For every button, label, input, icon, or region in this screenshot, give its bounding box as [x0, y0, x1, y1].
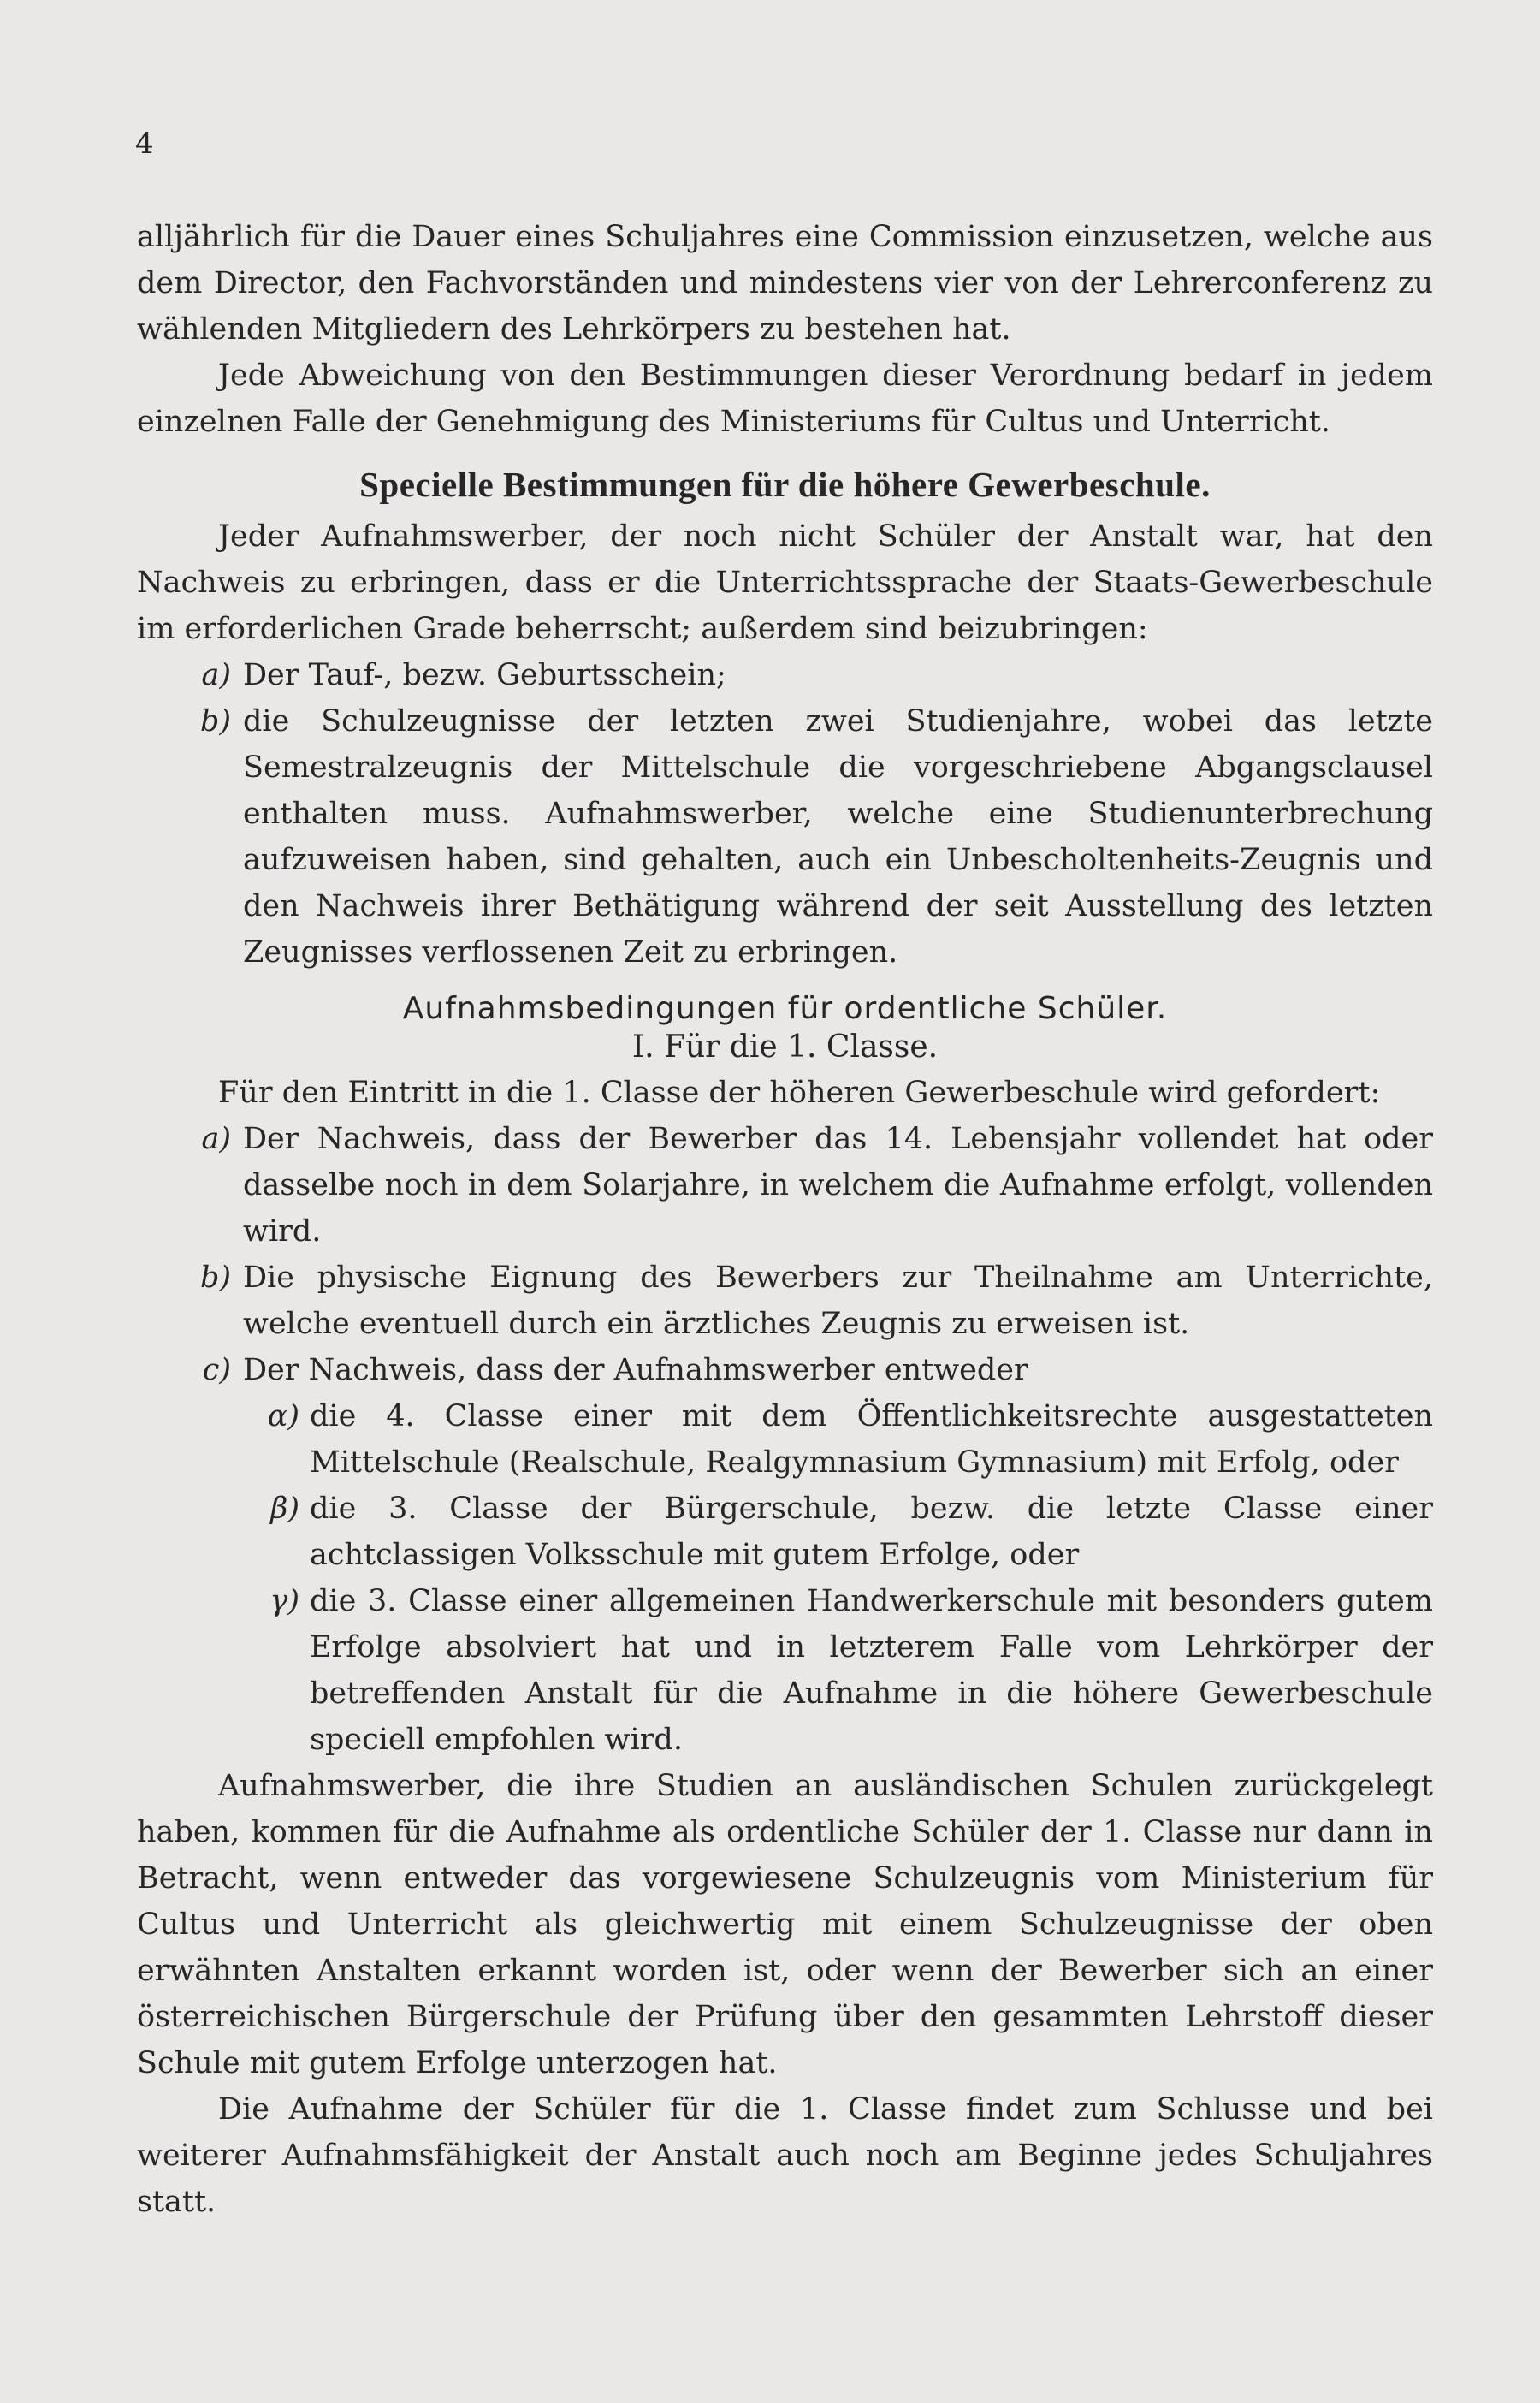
sub-list-item: [257, 1578, 1433, 1763]
list-item-text: die Schulzeugnisse der letzten zwei Studienjahre, wobei das letzte Semestralzeugnis der Mittelschule die vorgeschriebene Abgangsclausel enthalten muss. Aufnahmswerber, welche eine Studienunterbrechung aufzuweisen haben, sind gehalten, auch ein Unbescholtenheits-Zeugnis und den Nachweis ihrer Bethätigung während der seit Ausstellung des letzten Zeugnisses verflossenen Zeit zu erbringen.: [243, 704, 1433, 970]
list-item: [171, 698, 1433, 976]
paragraph-commission: alljährlich für die Dauer eines Schuljahres eine Commission einzusetzen, welche aus dem Director, den Fachvorständen und mindestens vier von der Lehrerconferenz zu wählenden Mitgliedern des Lehrkörpers zu bestehen hat.: [137, 220, 1433, 347]
list-item-label: a): [201, 1122, 231, 1156]
sub-list-item: [257, 1486, 1433, 1578]
sub-list-item-label: α): [267, 1399, 299, 1433]
sub-list-item-label: β): [270, 1492, 299, 1526]
sub-list-item-text: die 3. Classe einer allgemeinen Handwerkerschule mit besonders gutem Erfolge absolviert hat und in letzterem Falle vom Lehrkörper der betreffenden Anstalt für die Aufnahme in die höhere Gewerbeschule speciell empfohlen wird.: [310, 1584, 1433, 1757]
sub-list-item-label: γ): [270, 1584, 299, 1618]
list-item-label: b): [199, 704, 231, 739]
sub-list-item-text: die 3. Classe der Bürgerschule, bezw. die letzte Classe einer achtclassigen Volksschule mit gutem Erfolge, oder: [310, 1492, 1433, 1572]
list-item-text: Der Nachweis, dass der Bewerber das 14. Lebensjahr vollendet hat oder dasselbe noch in dem Solarjahre, in welchem die Aufnahme erfolgt, vollenden wird.: [243, 1122, 1433, 1249]
list-item-text: Die physische Eignung des Bewerbers zur Theilnahme am Unterrichte, welche eventuell durch ein ärztliches Zeugnis zu erweisen ist.: [243, 1261, 1433, 1341]
list-item: [171, 652, 1433, 698]
section-heading: Specielle Bestimmungen für die höhere Gewerbeschule.: [359, 465, 1211, 504]
list-item-text: Der Tauf-, bezw. Geburtsschein;: [243, 658, 726, 692]
subheading-class-one: I. Für die 1. Classe.: [631, 1029, 939, 1065]
list-item-text: Der Nachweis, dass der Aufnahmswerber entweder: [243, 1353, 1028, 1387]
paragraph-foreign-applicants: Aufnahmswerber, die ihre Studien an ausländischen Schulen zurückgelegt haben, kommen für die Aufnahme als ordentliche Schüler der 1. Classe nur dann in Betracht, wenn entweder das vorgewiesene Schulzeugnis vom Ministerium für Cultus und Unterricht als gleichwertig mit einem Schulzeugnisse der oben erwähnten Anstalten erkannt worden ist, oder wenn der Bewerber sich an einer österreichischen Bürgerschule der Prüfung über den gesammten Lehrstoff dieser Schule mit gutem Erfolge unterzogen hat.: [137, 1769, 1433, 2080]
sub-list-item-text: die 4. Classe einer mit dem Öffentlichkeitsrechte ausgestatteten Mittelschule (Realschule, Realgymnasium Gymnasium) mit Erfolg, oder: [310, 1399, 1433, 1480]
subheading-admission: Aufnahmsbedingungen für ordentliche Schüler.: [402, 991, 1168, 1026]
list-item: [171, 1255, 1433, 1347]
paragraph-deviation: Jede Abweichung von den Bestimmungen dieser Verordnung bedarf in jedem einzelnen Falle der Genehmigung des Ministeriums für Cultus und Unterricht.: [137, 359, 1433, 439]
list-item-label: b): [199, 1261, 231, 1295]
paragraph-applicant-intro: Jeder Aufnahmswerber, der noch nicht Schüler der Anstalt war, hat den Nachweis zu erbringen, dass er die Unterrichtssprache der Staats-Gewerbeschule im erforderlichen Grade beherrscht; außerdem sind beizubringen:: [137, 519, 1433, 646]
paragraph-class-intro: Für den Eintritt in die 1. Classe der höheren Gewerbeschule wird gefordert:: [218, 1076, 1381, 1110]
page-number: 4: [135, 127, 155, 161]
list-item: [171, 1116, 1433, 1255]
paragraph-admission-timing: Die Aufnahme der Schüler für die 1. Classe findet zum Schlusse und bei weiterer Aufnahmsfähigkeit der Anstalt auch noch am Beginne jedes Schuljahres statt.: [137, 2092, 1433, 2219]
list-item-label: c): [202, 1353, 231, 1387]
sub-list-item: [257, 1393, 1433, 1486]
list-item: [171, 1347, 1433, 1393]
list-item-label: a): [201, 658, 231, 692]
